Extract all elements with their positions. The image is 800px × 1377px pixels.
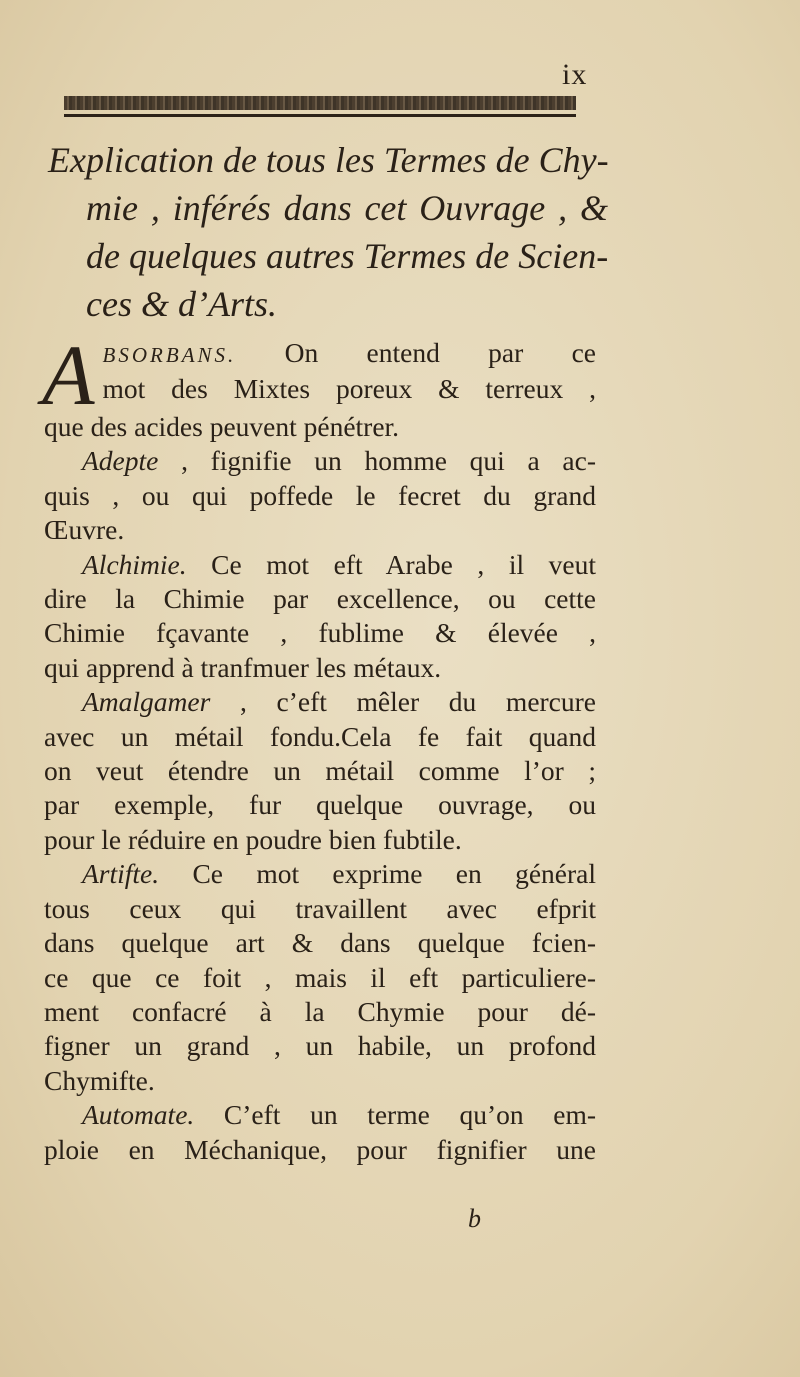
entry-text: dire la Chimie par excellence, ou cette bbox=[44, 583, 596, 615]
drop-cap: A bbox=[42, 327, 95, 423]
entry-text: Œuvre. bbox=[44, 514, 125, 546]
entry-text: par exemple, fur quelque ouvrage, ou bbox=[44, 789, 596, 821]
entry-text: , c’eft mêler du mercure bbox=[239, 686, 597, 718]
entry-adepte bbox=[44, 444, 596, 547]
entry-text: Ce mot eft Arabe , il veut bbox=[186, 548, 596, 580]
entry-automate bbox=[44, 1098, 596, 1167]
header-ornament bbox=[64, 96, 576, 110]
entry-text: Ce mot exprime en général bbox=[159, 858, 596, 890]
entry-absorbans bbox=[42, 327, 596, 444]
body-text bbox=[42, 327, 597, 1167]
entry-text: quis , ou qui poffede le fecret du grand bbox=[44, 479, 596, 511]
entry-text: qui apprend à tranfmuer les métaux. bbox=[44, 651, 442, 683]
entry-text: pour le réduire en poudre bien fubtile. bbox=[44, 823, 462, 855]
entry-alchimie bbox=[44, 548, 596, 686]
entry-text: tous ceux qui travaillent avec efprit bbox=[44, 892, 596, 924]
entry-text: on veut étendre un métail comme l’or ; bbox=[44, 755, 596, 787]
chapter-title bbox=[48, 136, 608, 328]
entry-text: C’eft un terme qu’on em- bbox=[194, 1099, 596, 1131]
entry-text: avec un métail fondu.Cela fe fait quand bbox=[44, 720, 596, 752]
entry-term: Alchimie. bbox=[82, 548, 187, 580]
entry-term: Artifte. bbox=[82, 858, 160, 890]
entry-text: figner un grand , un habile, un profond bbox=[44, 1030, 596, 1062]
entry-term: BSORBANS. bbox=[102, 343, 237, 367]
entry-term: Amalgamer bbox=[82, 686, 211, 718]
entry-term: Adepte bbox=[82, 445, 159, 477]
entry-term: Automate. bbox=[82, 1099, 195, 1131]
entry-text: dans quelque art & dans quelque fcien- bbox=[44, 927, 596, 959]
entry-text: mot des Mixtes poreux & terreux , bbox=[102, 373, 596, 405]
title-line: de quelques autres Termes de Scien- bbox=[86, 236, 609, 276]
entry-amalgamer bbox=[44, 685, 596, 857]
entry-text: ploie en Méchanique, pour fignifier une bbox=[44, 1133, 596, 1165]
entry-text: Chimie fçavante , fublime & élevée , bbox=[44, 617, 596, 649]
entry-text: On entend par ce bbox=[236, 337, 596, 368]
title-line: mie , inférés dans cet Ouvrage , & bbox=[86, 188, 608, 228]
header-rule bbox=[64, 114, 576, 117]
page-number: ix bbox=[562, 58, 588, 91]
title-line: ces & d’Arts. bbox=[86, 284, 277, 324]
entry-text: Chymifte. bbox=[44, 1064, 155, 1096]
entry-text: , fignifie un homme qui a ac- bbox=[181, 445, 596, 477]
entry-text: ment confacré à la Chymie pour dé- bbox=[44, 995, 596, 1027]
title-line: Explication de tous les Termes de Chy- bbox=[48, 140, 609, 180]
entry-text: ce que ce foit , mais il eft particuliere- bbox=[44, 961, 596, 993]
entry-text: que des acides peuvent pénétrer. bbox=[44, 411, 400, 442]
signature-mark: b bbox=[468, 1204, 481, 1233]
entry-artiste bbox=[44, 857, 596, 1098]
